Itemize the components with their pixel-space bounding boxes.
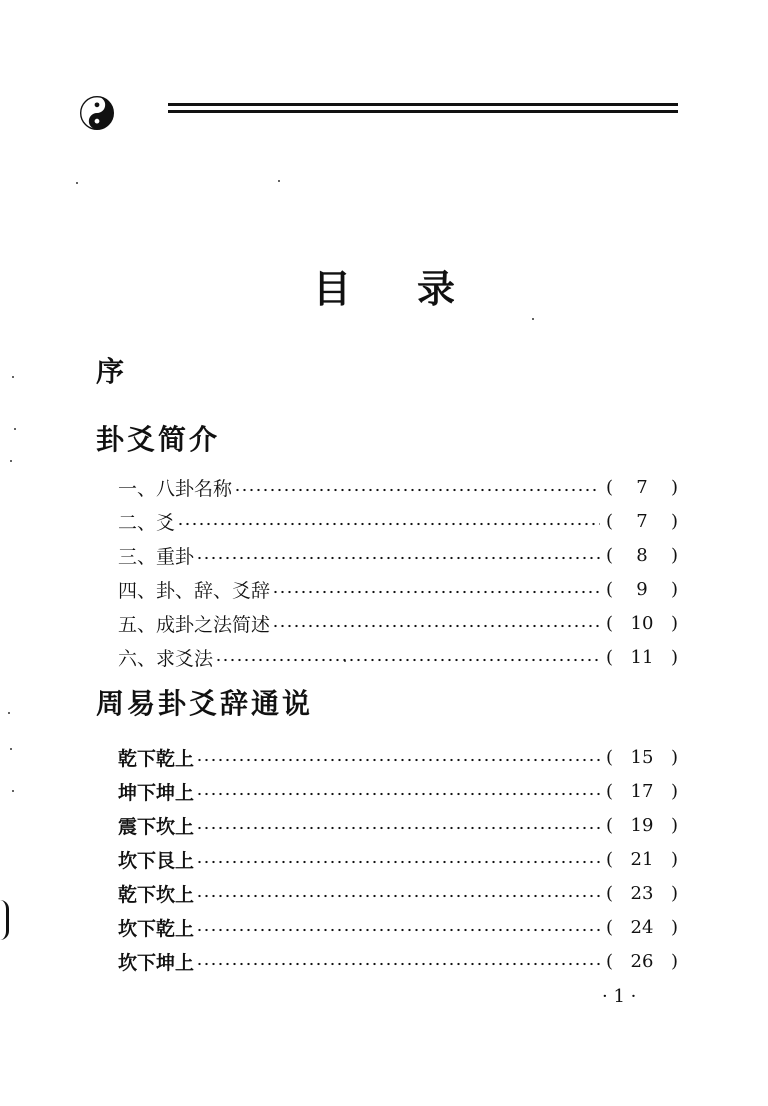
toc-entry-page: ( 24 ) <box>606 916 678 938</box>
leader-dots <box>196 894 600 898</box>
toc-entry-page: ( 26 ) <box>606 950 678 972</box>
leader-dots <box>196 826 600 830</box>
leader-dots <box>196 556 600 560</box>
toc-entry[interactable] <box>118 910 678 944</box>
toc-entry-page: ( 15 ) <box>606 746 678 768</box>
toc-entry-label: 震下坎上 <box>118 815 195 838</box>
toc-entry[interactable] <box>118 606 678 640</box>
toc-entry-label: 四、卦、辞、爻辞 <box>118 579 271 602</box>
toc-entry-label: 坤下坤上 <box>118 781 195 804</box>
toc-entry-label: 二、爻 <box>118 511 176 534</box>
page-title: 目录 <box>312 267 521 311</box>
toc-entry-label: 坎下乾上 <box>118 917 195 940</box>
toc-entry[interactable] <box>118 572 678 606</box>
toc-entry[interactable] <box>118 740 678 774</box>
leader-dots <box>272 624 600 628</box>
taiji-icon <box>80 96 114 130</box>
toc-entry-page: ( 11 ) <box>606 646 678 668</box>
toc-entry-page: ( 7 ) <box>606 476 678 498</box>
toc-entry[interactable] <box>118 538 678 572</box>
toc-entry[interactable] <box>118 944 678 978</box>
header-rule-top <box>168 103 678 106</box>
toc-entry[interactable] <box>118 842 678 876</box>
toc-entry[interactable] <box>118 774 678 808</box>
toc-list-1 <box>118 470 678 674</box>
toc-entry-label: 坎下艮上 <box>118 849 195 872</box>
toc-entry[interactable] <box>118 504 678 538</box>
section-heading-2: 周易卦爻辞通说 <box>96 687 314 720</box>
toc-entry-page: ( 10 ) <box>606 612 678 634</box>
toc-entry-label: 坎下坤上 <box>118 951 195 974</box>
toc-entry-label: 三、重卦 <box>118 545 195 568</box>
toc-entry-page: ( 7 ) <box>606 510 678 532</box>
toc-entry[interactable] <box>118 808 678 842</box>
header-rule-bottom <box>168 110 678 113</box>
toc-entry-label: 一、八卦名称 <box>118 477 233 500</box>
toc-list-2 <box>118 740 678 978</box>
leader-dots <box>177 522 600 526</box>
leader-dots <box>234 488 600 492</box>
leader-dots <box>196 860 600 864</box>
toc-entry-page: ( 23 ) <box>606 882 678 904</box>
toc-entry-label: 乾下乾上 <box>118 747 195 770</box>
section-heading-1: 卦爻简介 <box>96 423 221 456</box>
leader-dots <box>272 590 600 594</box>
leader-dots <box>196 758 600 762</box>
preface-heading: 序 <box>96 355 125 388</box>
toc-entry-label: 乾下坎上 <box>118 883 195 906</box>
toc-entry-page: ( 19 ) <box>606 814 678 836</box>
toc-entry-page: ( 21 ) <box>606 848 678 870</box>
scan-edge-mark <box>0 900 9 940</box>
toc-entry-label: 五、成卦之法简述 <box>118 613 271 636</box>
toc-entry-label: 六、求爻法 <box>118 647 214 670</box>
toc-entry[interactable] <box>118 640 678 674</box>
toc-entry[interactable] <box>118 470 678 504</box>
leader-dots <box>196 962 600 966</box>
toc-entry-page: ( 8 ) <box>606 544 678 566</box>
leader-dots <box>196 928 600 932</box>
toc-entry-page: ( 9 ) <box>606 578 678 600</box>
toc-entry-page: ( 17 ) <box>606 780 678 802</box>
leader-dots <box>196 792 600 796</box>
toc-entry[interactable] <box>118 876 678 910</box>
leader-dots <box>215 658 600 662</box>
page-number: · 1 · <box>602 986 637 1007</box>
